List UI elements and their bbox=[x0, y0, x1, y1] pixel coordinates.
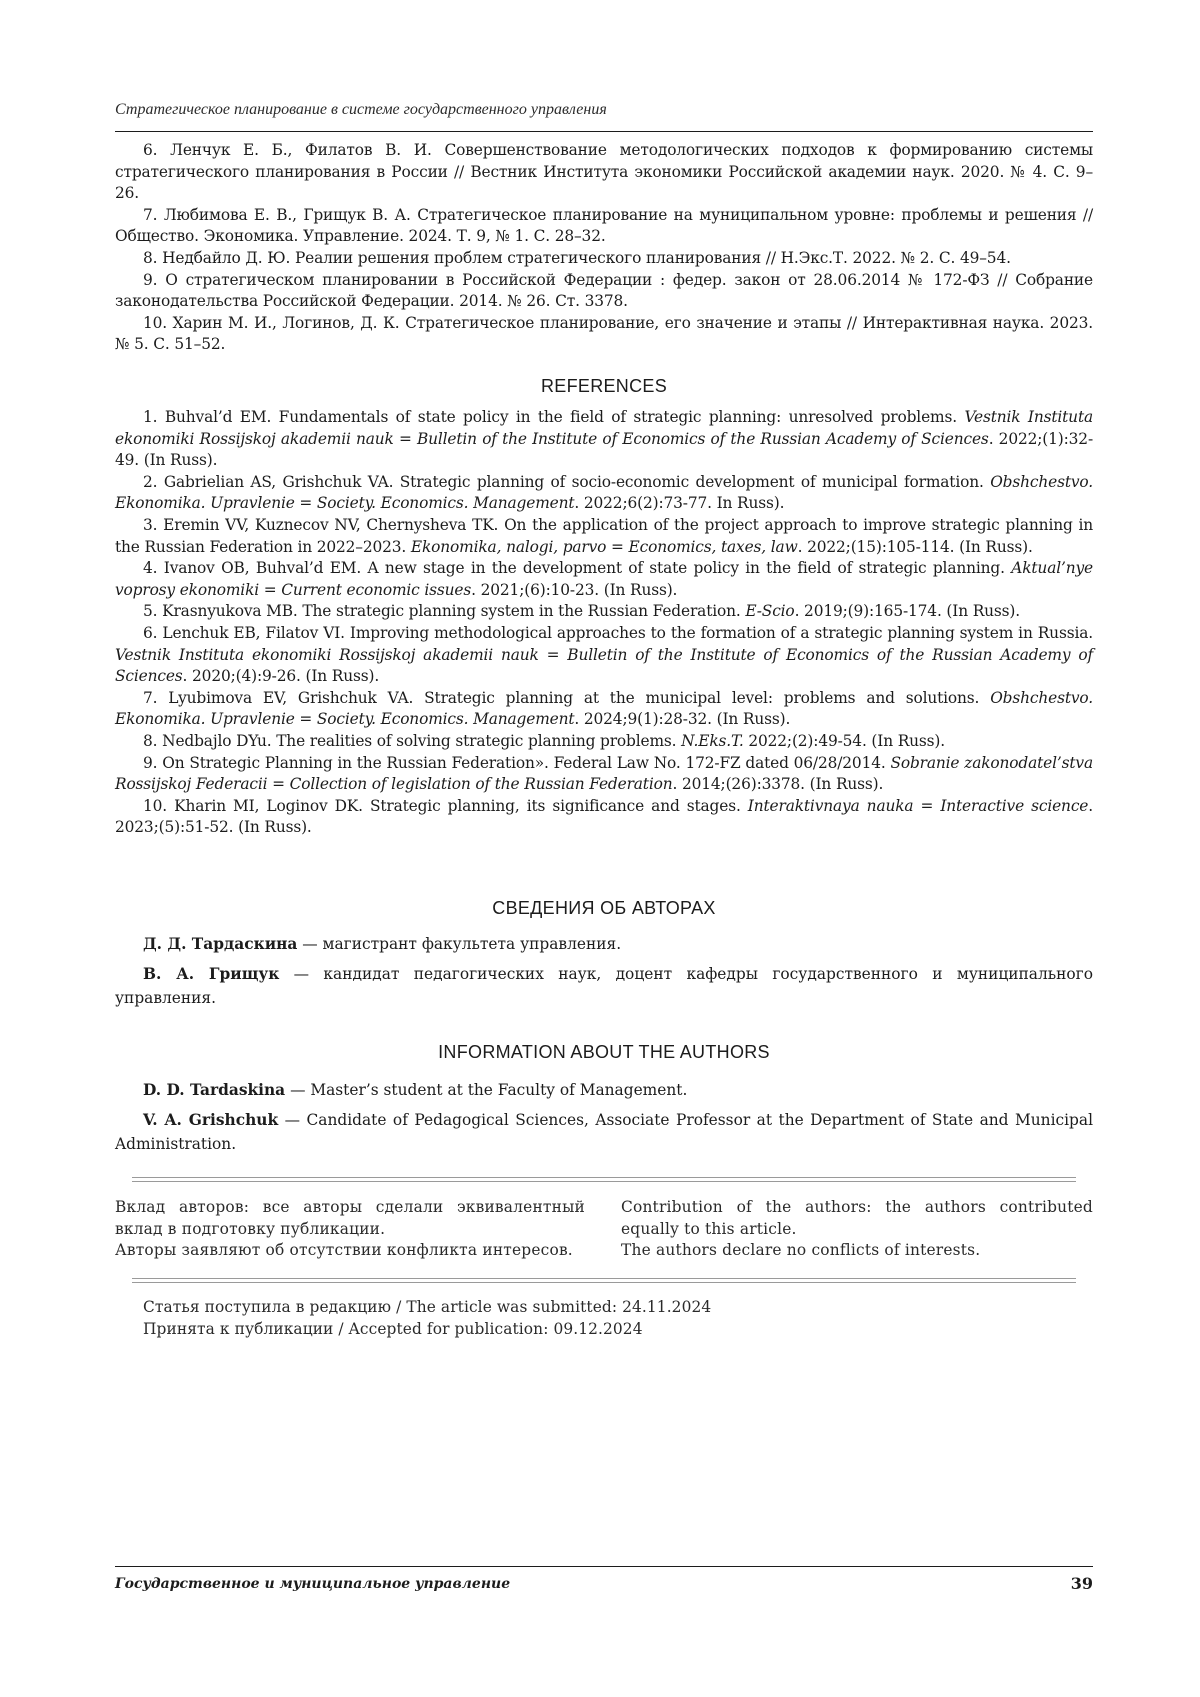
english-reference-list bbox=[115, 407, 1093, 839]
ru-reference-7: 7. Любимова Е. В., Грищук В. А. Стратегическое планирование на муниципальном уровне: проблемы и решения // Общество. Экономика. Управление. 2024. Т. 9, № 1. С. 28–32. bbox=[115, 205, 1093, 246]
conflict-en: The authors declare no conflicts of interests. bbox=[621, 1241, 981, 1260]
declarations-bottom-rule bbox=[132, 1278, 1076, 1283]
ru-reference-8: 8. Недбайло Д. Ю. Реалии решения проблем стратегического планирования // Н.Экс.Т. 2022. № 2. С. 49–54. bbox=[143, 248, 1011, 267]
authors-en-heading: INFORMATION ABOUT THE AUTHORS bbox=[438, 1042, 770, 1062]
author-en-entry: V. A. Grishchuk — Candidate of Pedagogical Sciences, Associate Professor at the Department of State and Municipal Administration. bbox=[115, 1111, 1093, 1153]
en-reference: 10. Kharin MI, Loginov DK. Strategic planning, its significance and stages. Interaktivnaya nauka = Interactive science. 2023;(5):51-52. (In Russ). bbox=[115, 796, 1093, 837]
ru-reference-9: 9. О стратегическом планировании в Российской Федерации : федер. закон от 28.06.2014 № 172-ФЗ // Собрание законодательства Российской Федерации. 2014. № 26. Ст. 3378. bbox=[115, 270, 1093, 311]
author-name: D. D. Tardaskina bbox=[143, 1081, 286, 1099]
author-name: Д. Д. Тардаскина bbox=[143, 935, 298, 953]
contribution-ru: Вклад авторов: все авторы сделали эквивалентный вклад в подготовку публикации. bbox=[115, 1198, 585, 1238]
en-reference: 1. Buhval’d EM. Fundamentals of state policy in the field of strategic planning: unresolved problems. Vestnik Instituta ekonomiki Rossijskoj akademii nauk = Bulletin of the Institute of Economics of the Russian Academy of Sciences. 2022;(1):32-49. (In Russ). bbox=[115, 408, 1094, 470]
en-reference: 9. On Strategic Planning in the Russian Federation». Federal Law No. 172-FZ dated 06/28/2014. Sobranie zakonodatel’stva Rossijskoj Federacii = Collection of legislation of the Russian Federation. 2014;(26):3378. (In Russ). bbox=[115, 753, 1093, 794]
submitted-date: Статья поступила в редакцию / The article was submitted: 24.11.2024 bbox=[143, 1298, 712, 1316]
header-rule bbox=[115, 131, 1093, 132]
author-en-entry: D. D. Tardaskina — Master’s student at the Faculty of Management. bbox=[143, 1081, 688, 1099]
references-heading: REFERENCES bbox=[540, 376, 668, 396]
en-reference: 6. Lenchuk EB, Filatov VI. Improving methodological approaches to the formation of a strategic planning system in Russia. Vestnik Instituta ekonomiki Rossijskoj akademii nauk = Bulletin of the Institute of Economics of the Russian Academy of Sciences. 2020;(4):9-26. (In Russ). bbox=[115, 623, 1093, 686]
author-name: В. А. Грищук bbox=[143, 965, 280, 983]
page-number: 39 bbox=[1070, 1574, 1093, 1593]
conflict-ru: Авторы заявляют об отсутствии конфликта интересов. bbox=[115, 1241, 573, 1260]
declarations-top-rule bbox=[132, 1177, 1076, 1182]
en-reference: 7. Lyubimova EV, Grishchuk VA. Strategic planning at the municipal level: problems and solutions. Obshchestvo. Ekonomika. Upravlenie = Society. Economics. Management. 2024;9(1):28-32. (In Russ). bbox=[115, 688, 1093, 729]
contribution-en: Contribution of the authors: the authors contributed equally to this article. bbox=[621, 1198, 1093, 1238]
ru-reference-10: 10. Харин М. И., Логинов, Д. К. Стратегическое планирование, его значение и этапы // Интерактивная наука. 2023. № 5. С. 51–52. bbox=[115, 313, 1093, 354]
authors-ru-heading: СВЕДЕНИЯ ОБ АВТОРАХ bbox=[492, 898, 716, 918]
journal-name: Государственное и муниципальное управление bbox=[115, 1576, 511, 1592]
author-ru-entry: В. А. Грищук — кандидат педагогических наук, доцент кафедры государственного и муниципального управления. bbox=[115, 965, 1093, 1007]
author-ru-entry: Д. Д. Тардаскина — магистрант факультета управления. bbox=[143, 935, 622, 953]
article-dates bbox=[143, 1296, 711, 1340]
accepted-date: Принята к публикации / Accepted for publication: 09.12.2024 bbox=[143, 1320, 643, 1338]
paper-page bbox=[115, 0, 1093, 1697]
declarations-ru bbox=[115, 1197, 585, 1262]
en-reference: 4. Ivanov OB, Buhval’d EM. A new stage in the development of state policy in the field of strategic planning. Aktual’nye voprosy ekonomiki = Current economic issues. 2021;(6):10-23. (In Russ). bbox=[115, 559, 1093, 599]
russian-reference-list bbox=[115, 140, 1093, 356]
en-reference: 5. Krasnyukova MB. The strategic planning system in the Russian Federation. E-Scio. 2019;(9):165-174. (In Russ). bbox=[143, 602, 1021, 621]
en-reference: 3. Eremin VV, Kuznecov NV, Chernysheva TK. On the application of the project approach to improve strategic planning in the Russian Federation in 2022–2023. Ekonomika, nalogi, parvo = Economics, taxes, law. 2022;(15):105-114. (In Russ). bbox=[115, 515, 1093, 556]
en-reference: 2. Gabrielian AS, Grishchuk VA. Strategic planning of socio-economic development of municipal formation. Obshchestvo. Ekonomika. Upravlenie = Society. Economics. Management. 2022;6(2):73-77. In Russ). bbox=[115, 472, 1093, 513]
ru-reference-6: 6. Ленчук Е. Б., Филатов В. И. Совершенствование методологических подходов к формированию системы стратегического планирования в России // Вестник Института экономики Российской академии наук. 2020. № 4. С. 9–26. bbox=[115, 141, 1093, 203]
declarations-en bbox=[621, 1197, 1093, 1262]
footer-rule bbox=[115, 1566, 1093, 1567]
running-title: Стратегическое планирование в системе государственного управления bbox=[115, 101, 607, 118]
author-name: V. A. Grishchuk bbox=[143, 1111, 279, 1129]
en-reference: 8. Nedbajlo DYu. The realities of solving strategic planning problems. N.Eks.T. 2022;(2):49-54. (In Russ). bbox=[143, 731, 946, 750]
